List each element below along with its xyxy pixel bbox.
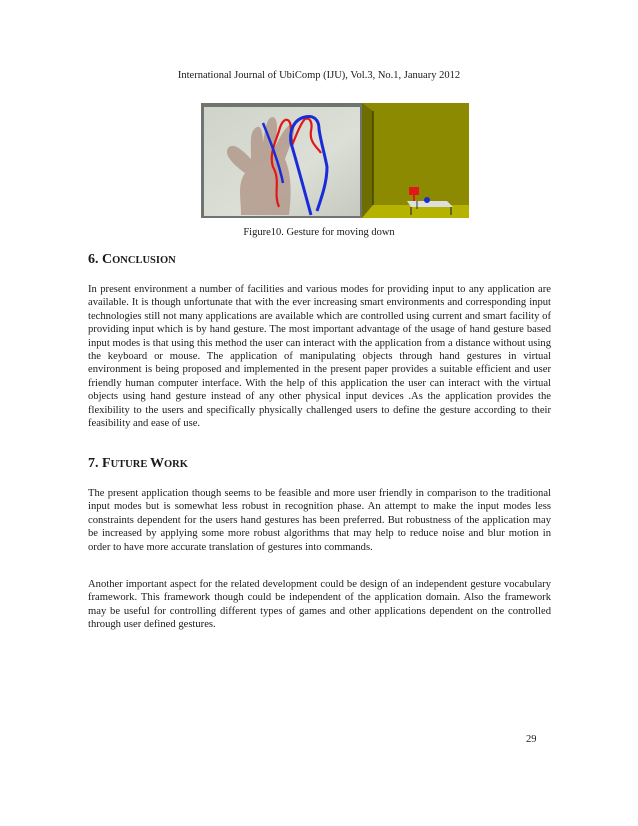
virtual-scene (362, 103, 469, 218)
webcam-view (201, 103, 362, 218)
figure-caption: Figure10. Gesture for moving down (243, 227, 395, 238)
section-heading-conclusion: 6. CONCLUSION (88, 252, 176, 267)
future-work-paragraph-1: The present application though seems to be feasible and more user friendly in comparison to the traditional input modes but is somewhat less robust in recognition phase. An attempt to make the input modes less constraints dependent for the users hand gestures has been preferred. But robustness of the application may be increased by applying some more robust algorithms that may help to reduce noise and blur motion in order to have more accurate translation of gestures into commands. (88, 488, 551, 553)
page-number: 29 (526, 734, 537, 745)
virtual-object-red (409, 187, 419, 195)
section-heading-future-work: 7. FUTURE WORK (88, 456, 188, 471)
journal-header: International Journal of UbiComp (IJU), Vol.3, No.1, January 2012 (177, 70, 461, 81)
figure-gesture-moving-down (201, 103, 469, 218)
conclusion-paragraph: In present environment a number of facilities and various modes for providing input to any application are available. It is though unfortunate that with the ever increasing smart environments and corresponding input technologies still not many applications are available which are controlled using current and smart facility of providing input which is by hand gesture. The most important advantage of the usage of hand gesture based input modes is that using this method the user can interact with the application from a distance without using the keyboard or mouse. The application of manipulating objects through hand gestures in virtual environment is being proposed and implemented in the present paper provides a suitable efficient and user friendly human computer interface. With the help of this application the user can interact with the virtual objects using hand gesture instead of any other physical input devices .As the application provides the flexibility to the users and specifically physically challenged users to define the gesture according to their feasibility and ease of use. (88, 284, 551, 430)
future-work-paragraph-2: Another important aspect for the related development could be design of an independent gesture vocabulary framework. This framework though could be independent of the application domain. Also the framework may be useful for controlling different types of games and other applications dependent on the controlled through user defined gestures. (88, 579, 551, 631)
virtual-object-blue (424, 197, 430, 203)
